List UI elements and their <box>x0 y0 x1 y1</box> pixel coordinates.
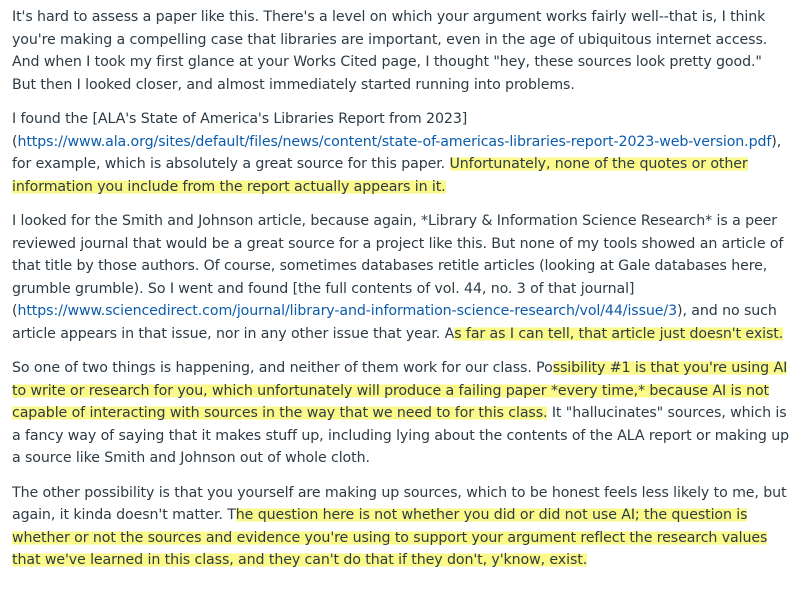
paragraph-other-possibility <box>12 482 790 572</box>
feedback-comment <box>12 6 790 584</box>
paragraph-text: I found the [ALA's State of America's Libraries Report from 2023]( <box>12 111 468 150</box>
paragraph-text: So one of two things is happening, and neither of them work for our class. Po <box>12 360 553 376</box>
paragraph-ai-possibility <box>12 357 790 470</box>
paragraph-text: ), for example, which is absolutely a great source for this paper. <box>12 133 782 172</box>
paragraph-ala-report <box>12 108 790 198</box>
paragraph-text: It "hallucinates" sources, which is a fancy way of saying that it makes stuff up, including lying about the contents of the ALA report or making up a source like Smith and Johnson out of whole cloth. <box>12 405 789 466</box>
ala-report-link[interactable]: https://www.ala.org/sites/default/files/news/content/state-of-americas-libraries-report-2023-web-version.pdf <box>17 133 772 150</box>
paragraph-text: The other possibility is that you yourself are making up sources, which to be honest feels less likely to me, but again, it kinda doesn't matter. T <box>12 484 787 523</box>
paragraph-text: I looked for the Smith and Johnson article, because again, *Library & Information Science Research* is a peer reviewed journal that would be a great source for a project like this. But none of my tools showed an article of that title by those authors. Of course, sometimes databases retitle articles (looking at Gale databases here, grumble grumble). So I went and found [the full contents of vol. 44, no. 3 of that journal]( <box>12 213 784 319</box>
paragraph-assessment <box>12 6 790 96</box>
highlighted-text: Unfortunately, none of the quotes or other information you include from the report actually appears in it. <box>12 156 748 195</box>
highlighted-text: he question here is not whether you did or did not use AI; the question is whether or not the sources and evidence you're using to support your argument reflect the research values that we've learned in this class, and they can't do that if they don't, y'know, exist. <box>12 507 768 568</box>
highlighted-text: s far as I can tell, that article just doesn't exist. <box>454 325 784 342</box>
paragraph-text: ), and no such article appears in that issue, nor in any other issue that year. A <box>12 303 777 342</box>
highlighted-text: ssibility #1 is that you're using AI to write or research for you, which unfortunately will produce a failing paper *every time,* because AI is not capable of interacting with sources in the way that we need to for this class. <box>12 360 788 421</box>
paragraph-smith-johnson <box>12 210 790 345</box>
paragraph-text: It's hard to assess a paper like this. There's a level on which your argument works fairly well--that is, I think you're making a compelling case that libraries are important, even in the age of ubiquitous internet access. And when I took my first glance at your Works Cited page, I thought "hey, these sources look pretty good." But then I looked closer, and almost immediately started running into problems. <box>12 9 768 93</box>
sciencedirect-link[interactable]: https://www.sciencedirect.com/journal/library-and-information-science-research/vol/44/issue/3 <box>17 303 678 319</box>
